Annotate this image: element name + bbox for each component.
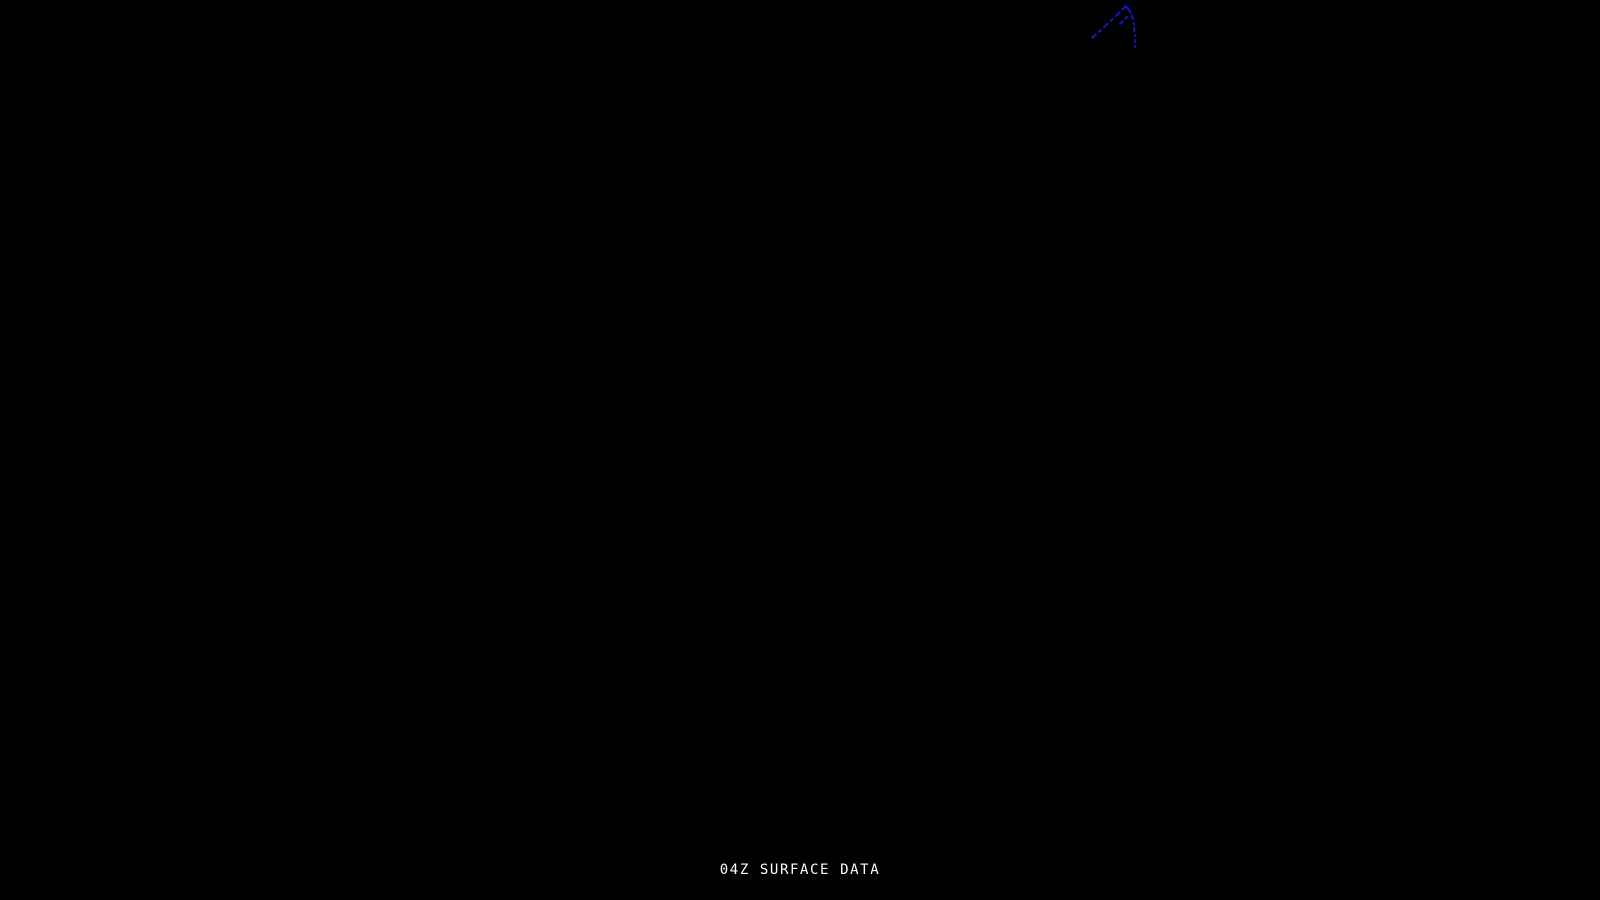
blue-dashed-contour-icon <box>1092 6 1135 47</box>
caption-strip <box>0 859 1600 878</box>
caption-label: 04Z SURFACE DATA <box>719 862 881 878</box>
